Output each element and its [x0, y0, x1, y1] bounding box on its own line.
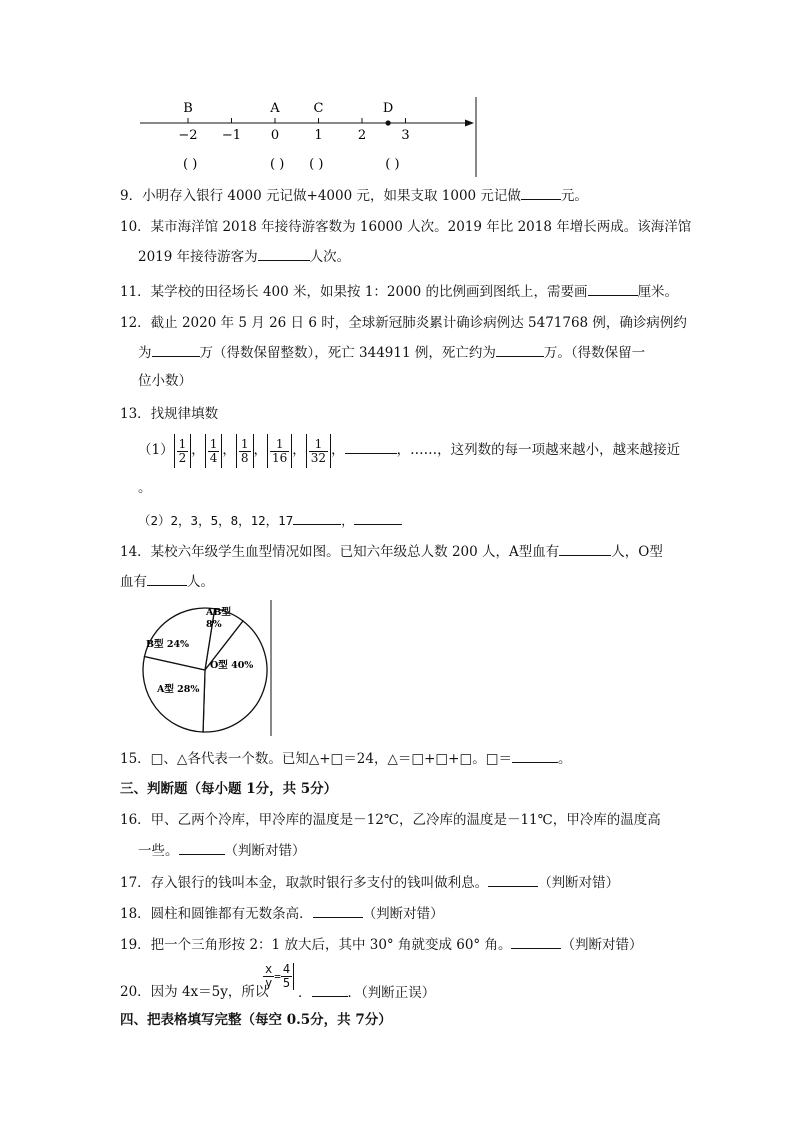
section-4-heading: 四、把表格填写完整（每空 0.5分，共 7分） [120, 1012, 392, 1028]
q12-text-a: 为 [138, 345, 152, 361]
answer-paren[interactable]: ( ) [385, 157, 400, 172]
tick-label: 2 [357, 128, 367, 143]
q17-text: 17．存入银行的钱叫本金，取款时银行多支付的钱叫做利息。 [120, 875, 489, 891]
answer-paren[interactable]: ( ) [270, 157, 285, 172]
q17-judge-note: （判断对错） [538, 875, 620, 891]
q18-text: 18．圆柱和圆锥都有无数条高． [120, 906, 313, 922]
point-letter-B: B [183, 101, 193, 116]
q11-text-end: 厘米。 [637, 284, 679, 300]
question-12-line-1: 12．截止 2020 年 5 月 26 日 6 时，全球新冠肺炎累计确诊病例达 5471768 例，确诊病例约 [120, 315, 687, 331]
answer-paren[interactable]: ( ) [309, 157, 324, 172]
fraction: $\frac{1}{4}$ [205, 434, 223, 468]
question-20-text [120, 982, 268, 1002]
q13-answer-blank-3[interactable] [354, 510, 402, 525]
question-11 [120, 281, 678, 302]
q20-frac1-den: y [265, 976, 273, 990]
q13-answer-blank-2[interactable] [293, 510, 341, 525]
q14-text-a: 14．某校六年级学生血型情况如图。已知六年级总人数 200 人，A型血有 [120, 544, 560, 560]
q20-frac2-den: 5 [282, 976, 291, 990]
question-13-title: 13．找规律填数 [120, 406, 219, 422]
question-16-line-2 [138, 840, 306, 861]
q15-answer-blank[interactable] [512, 748, 558, 763]
q19-judge-note: （判断对错） [561, 937, 643, 953]
q9-text-end: 元。 [560, 188, 588, 204]
point-letter-D: D [382, 101, 394, 116]
q16-text: 一些。 [138, 843, 179, 859]
pie-slice-label: B型 24% [146, 639, 190, 650]
fraction: $\frac{1}{16}$ [267, 434, 292, 468]
q20-equation [262, 963, 294, 990]
tick-label: 1 [314, 128, 323, 143]
q14-text-c: 血有 [120, 574, 147, 590]
tick-label: −1 [221, 128, 242, 143]
q12-text-c: 万。（得数保留一 [543, 345, 646, 361]
fraction: $\frac{1}{2}$ [174, 434, 192, 468]
question-18 [120, 903, 444, 924]
section-3-heading: 三、判断题（每小题 1分，共 5分） [120, 781, 338, 797]
q20-judge-note: ．（判断正误） [347, 985, 436, 1001]
tick-label: 3 [401, 128, 410, 143]
q12-answer-blank-1[interactable] [152, 342, 200, 357]
question-10-line-1: 10．某市海洋馆 2018 年接待游客数为 16000 人次。2019 年比 2018 年增长两成。该海洋馆 [120, 219, 692, 235]
tick-label: 0 [270, 128, 280, 143]
q15-text: 15．□、△各代表一个数。已知△+□＝24，△＝□+□+□。□＝ [120, 751, 512, 767]
q20-text: 20．因为 4x＝5y，所以 [120, 984, 269, 1000]
question-14-line-2 [120, 571, 214, 592]
question-13-part-1-end: 。 [138, 480, 152, 496]
q18-judge-note: （判断对错） [362, 906, 444, 922]
q15-text-end: 。 [557, 751, 572, 767]
pie-slice-value: 8% [206, 619, 222, 630]
q20-frac1-num: x [265, 962, 273, 976]
point-letter-A: A [270, 101, 280, 116]
q16-judge-note: （判断对错） [224, 843, 306, 859]
q19-answer-blank[interactable] [511, 934, 561, 949]
q20-answer-blank[interactable] [312, 982, 348, 997]
q12-text-b: 万（得数保留整数），死亡 344911 例，死亡约为 [199, 345, 496, 361]
question-17 [120, 872, 619, 893]
point-letter-C: C [313, 101, 324, 116]
question-15 [120, 748, 571, 769]
q10-answer-blank[interactable] [258, 246, 310, 261]
q18-answer-blank[interactable] [313, 903, 363, 918]
number-line-figure [136, 95, 481, 180]
q14-text-b: 人，O型 [611, 544, 663, 560]
q10-text-end: 人次。 [309, 249, 351, 265]
pie-slice-label: A型 28% [157, 684, 200, 695]
q14-text-d: 人。 [187, 574, 214, 590]
question-14-line-1 [120, 541, 663, 562]
q10-text: 2019 年接待游客为 [138, 249, 258, 265]
fraction: $\frac{1}{8}$ [236, 434, 254, 468]
q13-part1-tail: ，……，这列数的每一项越来越小，越来越接近 [396, 442, 681, 458]
q9-answer-blank[interactable] [521, 185, 561, 200]
question-12-line-2 [138, 342, 645, 363]
pie-slice-label: AB型 [206, 607, 231, 618]
question-10-line-2 [138, 246, 350, 267]
q13-part2-text: （2）2，3，5，8，12，17 [138, 513, 294, 528]
point-marker-D [386, 120, 391, 125]
question-20-tail [298, 982, 435, 1003]
q20-equals: = [274, 970, 281, 983]
pie-slice-label: O型 40% [210, 660, 254, 671]
q16-answer-blank[interactable] [179, 840, 225, 855]
question-9 [120, 185, 588, 206]
q12-answer-blank-2[interactable] [496, 342, 544, 357]
q11-text: 11．某学校的田径场长 400 米，如果按 1：2000 的比例画到图纸上，需要画 [120, 284, 588, 300]
question-16-line-1: 16．甲、乙两个冷库，甲冷库的温度是－12℃，乙冷库的温度是－11℃，甲冷库的温度高 [120, 812, 661, 828]
q13-answer-blank-1[interactable] [345, 439, 397, 454]
q9-text: 9．小明存入银行 4000 元记做+4000 元，如果支取 1000 元记做 [120, 188, 521, 204]
answer-paren[interactable]: ( ) [183, 157, 198, 172]
q20-frac2-num: 4 [282, 962, 291, 976]
q20-ratio-x-y [262, 963, 294, 990]
q20-period: ． [298, 985, 312, 1001]
fraction: $\frac{1}{32}$ [306, 434, 331, 468]
q17-answer-blank[interactable] [488, 872, 538, 887]
q14-answer-blank-1[interactable] [559, 541, 611, 556]
question-12-line-3: 位小数） [138, 373, 192, 389]
q13-fraction-sequence: $\frac{1}{2}$ ， $\frac{1}{4}$ ， $\frac{1}{8}$ ， $\frac{1}{16}$ ， $\frac{1}{32}$ ， [174, 442, 345, 458]
q11-answer-blank[interactable] [588, 281, 638, 296]
tick-label: −2 [178, 128, 198, 143]
q13-part1-label: （1） [138, 442, 174, 458]
q19-text: 19．把一个三角形按 2：1 放大后，其中 30° 角就变成 60° 角。 [120, 937, 512, 953]
blood-type-pie-chart [140, 600, 275, 738]
question-13-part-1 [138, 433, 680, 468]
question-13-part-2: （2）2，3，5，8，12，17 ， [138, 510, 402, 531]
question-19 [120, 934, 642, 955]
q14-answer-blank-2[interactable] [147, 571, 187, 586]
